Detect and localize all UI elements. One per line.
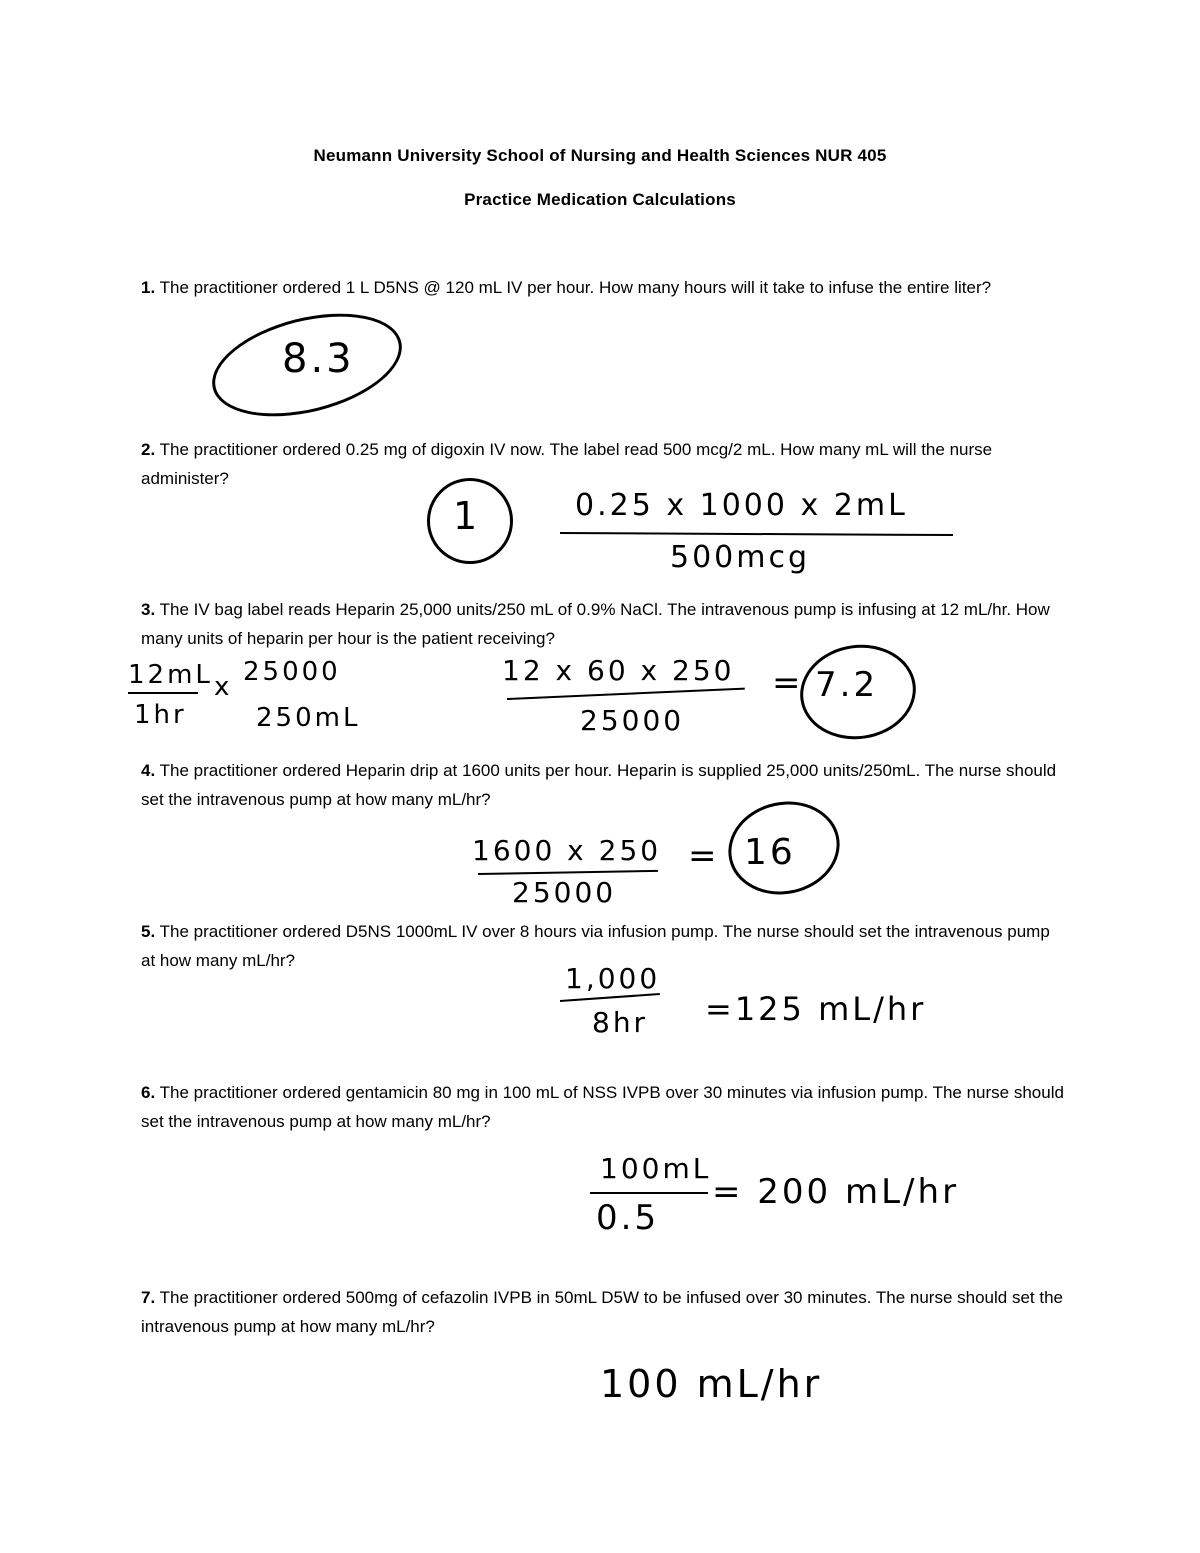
question-text: The practitioner ordered 0.25 mg of digoxin IV now. The label read 500 mcg/2 mL. How many mL will the nurse administer? bbox=[141, 440, 993, 488]
page-title: Neumann University School of Nursing and Health Sciences NUR 405 bbox=[313, 146, 887, 165]
question-2 bbox=[141, 435, 1066, 493]
q2-answer: 1 bbox=[453, 494, 481, 538]
q2-fraction-line bbox=[560, 532, 953, 536]
q7-answer: 100 mL/hr bbox=[600, 1362, 823, 1406]
question-number: 3. bbox=[141, 600, 156, 619]
question-text: The practitioner ordered 1 L D5NS @ 120 mL IV per hour. How many hours will it take to infuse the entire liter? bbox=[155, 278, 992, 297]
q5-result: =125 mL/hr bbox=[705, 990, 927, 1028]
question-1 bbox=[141, 273, 1066, 302]
question-text: The practitioner ordered D5NS 1000mL IV over 8 hours via infusion pump. The nurse should set the intravenous pump at how many mL/hr? bbox=[141, 922, 1050, 970]
q4-denominator: 25000 bbox=[512, 876, 617, 909]
question-number: 1. bbox=[141, 278, 156, 297]
q3-mid-denominator: 250mL bbox=[256, 703, 361, 733]
question-number: 5. bbox=[141, 922, 156, 941]
q3-left-fraction-line bbox=[128, 692, 198, 694]
q3-right-fraction-line bbox=[507, 688, 745, 700]
q3-left-denominator: 1hr bbox=[134, 700, 187, 730]
q4-equals: = bbox=[688, 836, 720, 876]
q3-times: x bbox=[214, 672, 233, 702]
q4-answer: 16 bbox=[744, 832, 796, 873]
q4-fraction-line bbox=[478, 870, 658, 875]
question-number: 7. bbox=[141, 1288, 156, 1307]
q6-result: = 200 mL/hr bbox=[712, 1172, 960, 1212]
q6-numerator: 100mL bbox=[600, 1152, 712, 1185]
q3-left-numerator: 12mL bbox=[128, 660, 213, 690]
question-text: The practitioner ordered 500mg of cefazolin IVPB in 50mL D5W to be infused over 30 minutes. The nurse should set the intravenous pump at how many mL/hr? bbox=[141, 1288, 1063, 1336]
question-text: The practitioner ordered gentamicin 80 mg in 100 mL of NSS IVPB over 30 minutes via infusion pump. The nurse should set the intravenous pump at how many mL/hr? bbox=[141, 1083, 1064, 1131]
q4-numerator: 1600 x 250 bbox=[472, 834, 662, 867]
q2-denominator: 500mcg bbox=[670, 540, 811, 575]
question-text: The IV bag label reads Heparin 25,000 units/250 mL of 0.9% NaCl. The intravenous pump is infusing at 12 mL/hr. How many units of heparin per hour is the patient receiving? bbox=[141, 600, 1050, 648]
q3-mid-numerator: 25000 bbox=[243, 657, 341, 687]
q2-numerator: 0.25 x 1000 x 2mL bbox=[575, 488, 908, 523]
question-7 bbox=[141, 1283, 1066, 1341]
question-number: 2. bbox=[141, 440, 156, 459]
question-number: 6. bbox=[141, 1083, 156, 1102]
page-subtitle: Practice Medication Calculations bbox=[464, 190, 736, 209]
q3-equals: = bbox=[772, 663, 804, 703]
question-4 bbox=[141, 756, 1066, 814]
q1-answer: 8.3 bbox=[282, 336, 355, 382]
q6-denominator: 0.5 bbox=[596, 1198, 660, 1238]
q6-fraction-line bbox=[590, 1192, 708, 1194]
q3-right-denominator: 25000 bbox=[580, 704, 685, 737]
question-number: 4. bbox=[141, 761, 156, 780]
q5-numerator: 1,000 bbox=[565, 962, 661, 995]
question-3 bbox=[141, 595, 1066, 653]
question-text: The practitioner ordered Heparin drip at 1600 units per hour. Heparin is supplied 25,000 units/250mL. The nurse should set the intravenous pump at how many mL/hr? bbox=[141, 761, 1057, 809]
q3-answer: 7.2 bbox=[815, 665, 879, 705]
question-6 bbox=[141, 1078, 1066, 1136]
q5-denominator: 8hr bbox=[592, 1006, 649, 1039]
q3-right-numerator: 12 x 60 x 250 bbox=[502, 654, 735, 687]
